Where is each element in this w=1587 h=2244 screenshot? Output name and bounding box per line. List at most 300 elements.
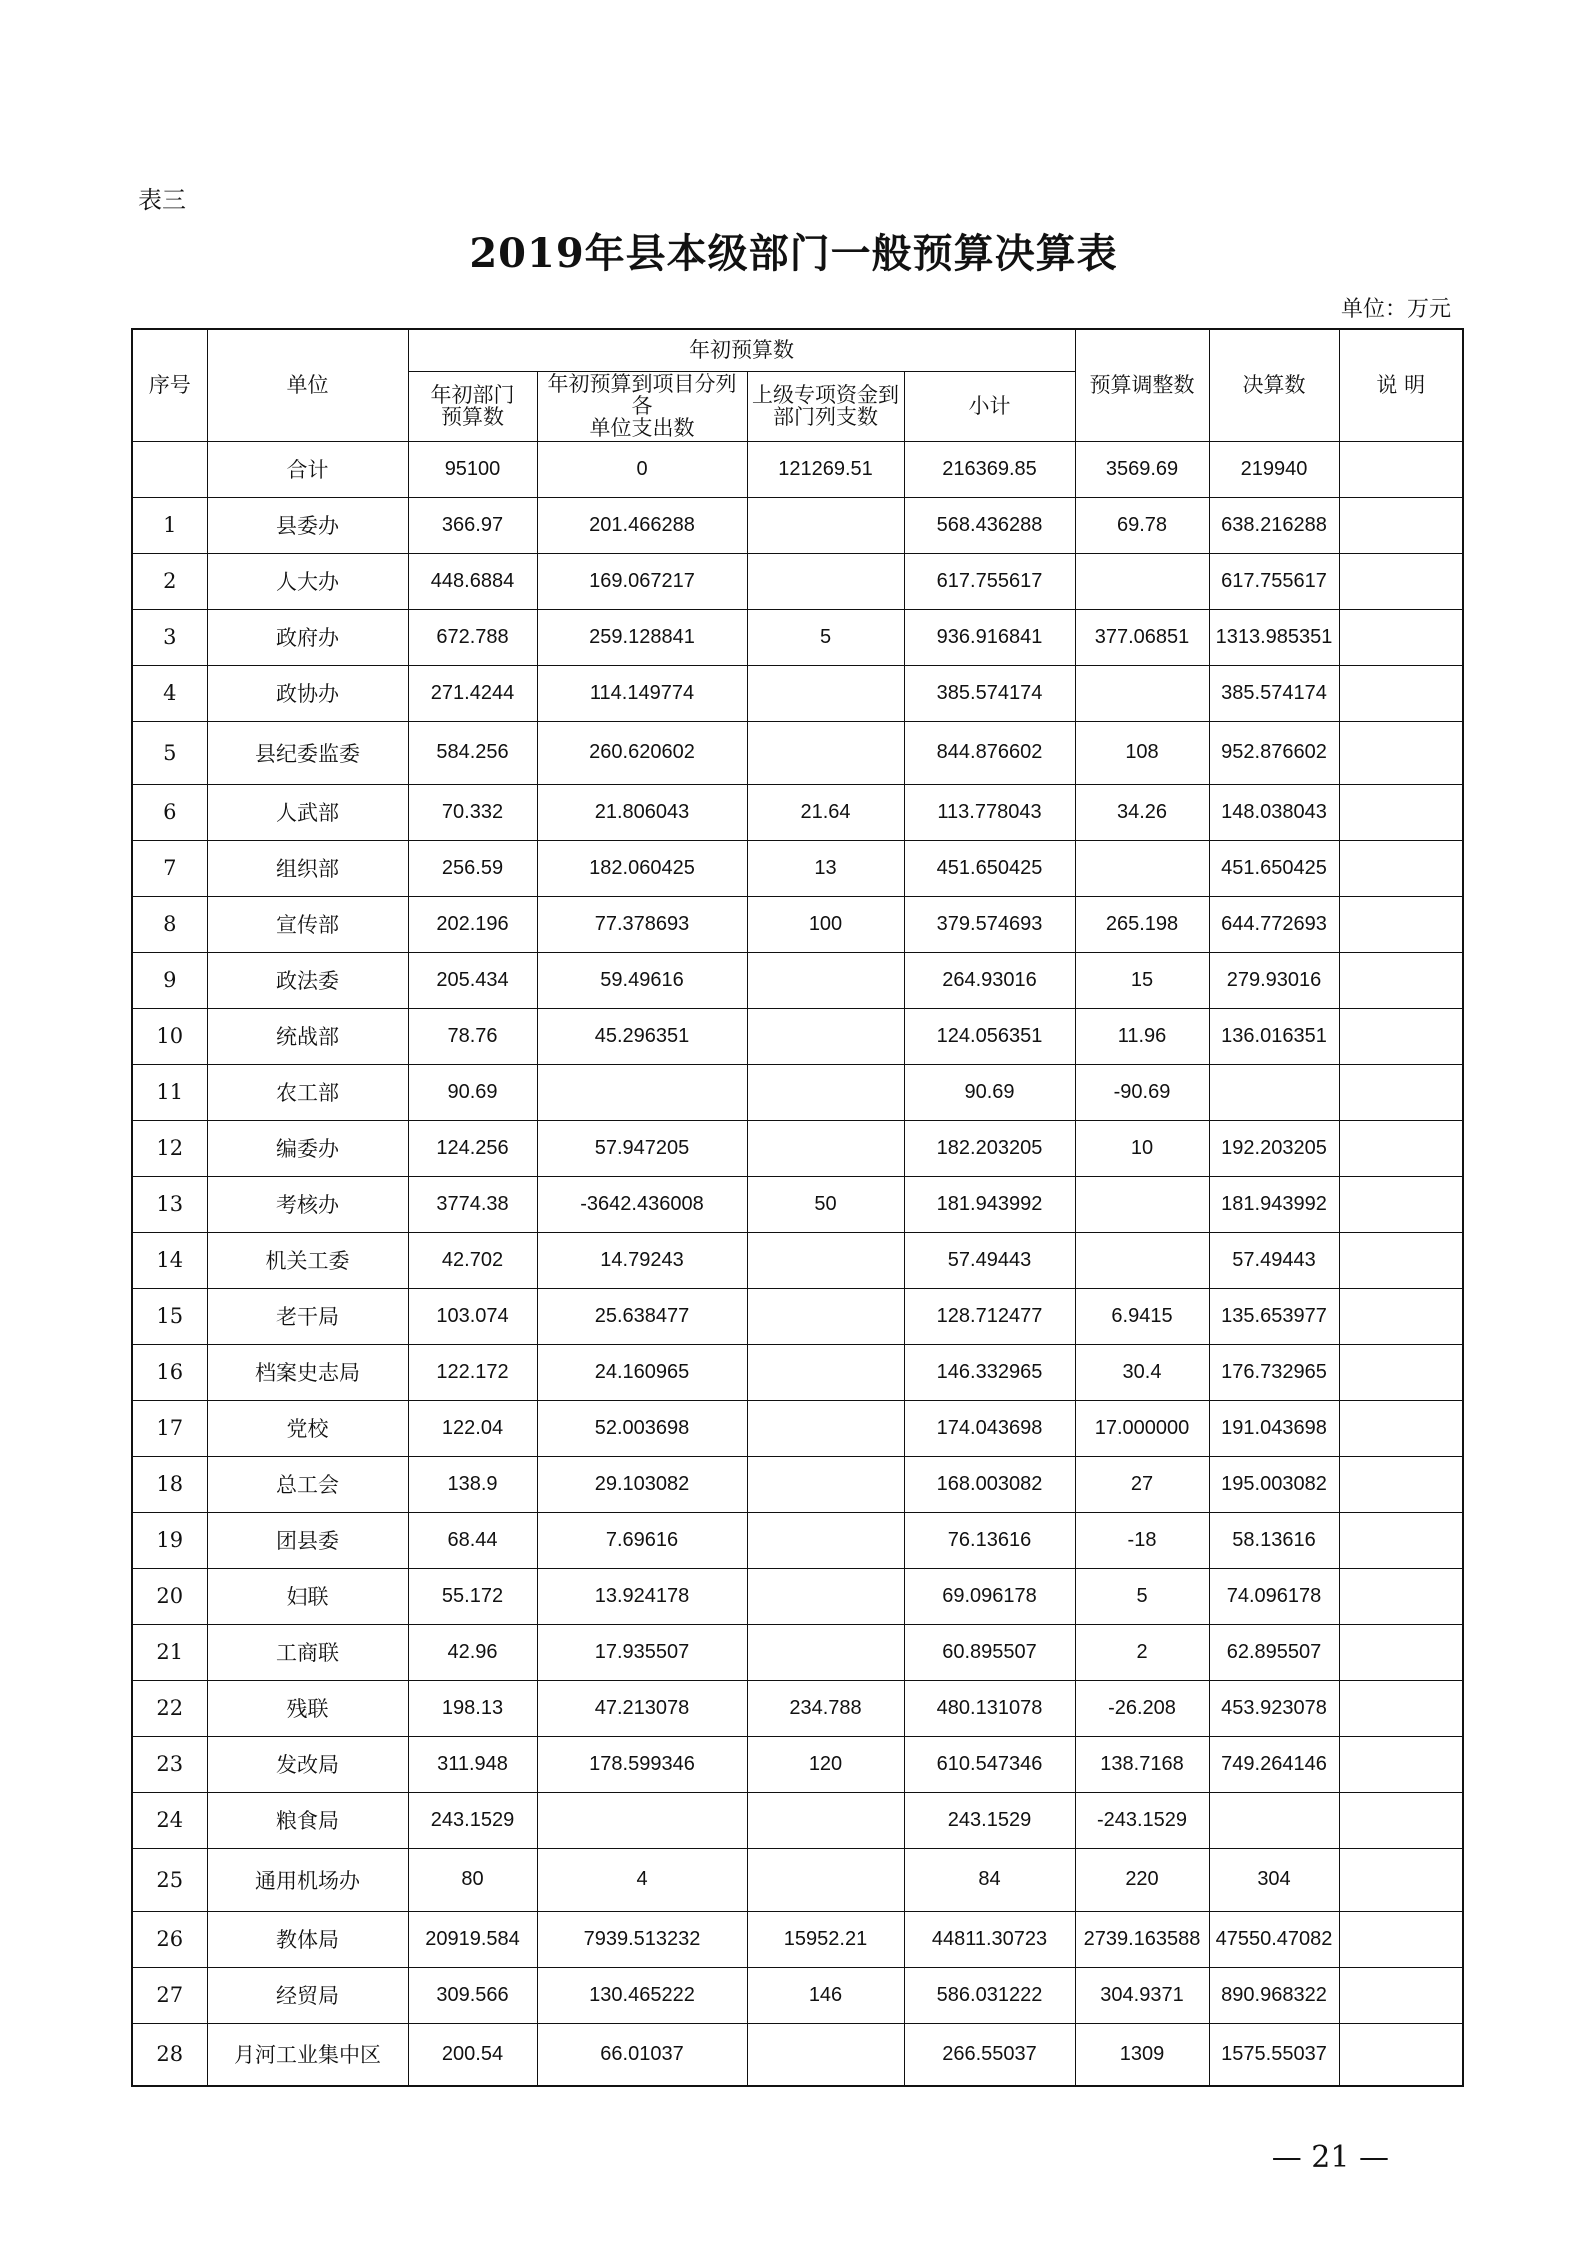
cell-final: 279.93016 bbox=[1209, 952, 1339, 1008]
cell-seq: 19 bbox=[132, 1512, 207, 1568]
cell-special-funds bbox=[747, 1792, 904, 1848]
cell-unit: 人武部 bbox=[207, 784, 408, 840]
cell-seq: 10 bbox=[132, 1008, 207, 1064]
cell-subtotal: 568.436288 bbox=[904, 497, 1075, 553]
table-row bbox=[132, 952, 1463, 1008]
page-number: — 21 — bbox=[1271, 2140, 1389, 2175]
table-row bbox=[132, 553, 1463, 609]
cell-project-budget: 52.003698 bbox=[537, 1400, 747, 1456]
cell-initial-budget: 138.9 bbox=[408, 1456, 537, 1512]
cell-unit: 教体局 bbox=[207, 1911, 408, 1967]
cell-seq: 1 bbox=[132, 497, 207, 553]
cell-seq: 5 bbox=[132, 721, 207, 784]
cell-adjustment: 10 bbox=[1075, 1120, 1209, 1176]
cell-adjustment: -26.208 bbox=[1075, 1680, 1209, 1736]
cell-project-budget bbox=[537, 1064, 747, 1120]
cell-adjustment bbox=[1075, 553, 1209, 609]
cell-remark bbox=[1339, 1848, 1463, 1911]
cell-adjustment: 138.7168 bbox=[1075, 1736, 1209, 1792]
total-seq bbox=[132, 441, 207, 497]
cell-adjustment: 220 bbox=[1075, 1848, 1209, 1911]
cell-remark bbox=[1339, 609, 1463, 665]
cell-initial-budget: 256.59 bbox=[408, 840, 537, 896]
cell-remark bbox=[1339, 1120, 1463, 1176]
cell-unit: 通用机场办 bbox=[207, 1848, 408, 1911]
total-adjust: 3569.69 bbox=[1075, 441, 1209, 497]
cell-unit: 档案史志局 bbox=[207, 1344, 408, 1400]
cell-final: 304 bbox=[1209, 1848, 1339, 1911]
cell-remark bbox=[1339, 1967, 1463, 2023]
cell-unit: 人大办 bbox=[207, 553, 408, 609]
cell-remark bbox=[1339, 784, 1463, 840]
cell-unit: 月河工业集中区 bbox=[207, 2023, 408, 2086]
cell-remark bbox=[1339, 1792, 1463, 1848]
cell-initial-budget: 42.96 bbox=[408, 1624, 537, 1680]
cell-project-budget: 169.067217 bbox=[537, 553, 747, 609]
cell-adjustment: 5 bbox=[1075, 1568, 1209, 1624]
cell-special-funds bbox=[747, 1232, 904, 1288]
cell-project-budget: 260.620602 bbox=[537, 721, 747, 784]
cell-initial-budget: 672.788 bbox=[408, 609, 537, 665]
cell-special-funds bbox=[747, 721, 904, 784]
cell-seq: 16 bbox=[132, 1344, 207, 1400]
cell-unit: 编委办 bbox=[207, 1120, 408, 1176]
cell-special-funds: 50 bbox=[747, 1176, 904, 1232]
cell-initial-budget: 243.1529 bbox=[408, 1792, 537, 1848]
cell-special-funds bbox=[747, 1848, 904, 1911]
cell-seq: 25 bbox=[132, 1848, 207, 1911]
cell-initial-budget: 103.074 bbox=[408, 1288, 537, 1344]
cell-special-funds bbox=[747, 2023, 904, 2086]
cell-initial-budget: 122.172 bbox=[408, 1344, 537, 1400]
cell-seq: 2 bbox=[132, 553, 207, 609]
cell-seq: 9 bbox=[132, 952, 207, 1008]
header-subtotal: 小计 bbox=[904, 371, 1075, 441]
cell-project-budget: 59.49616 bbox=[537, 952, 747, 1008]
cell-remark bbox=[1339, 497, 1463, 553]
cell-adjustment: 17.000000 bbox=[1075, 1400, 1209, 1456]
total-special: 121269.51 bbox=[747, 441, 904, 497]
cell-special-funds bbox=[747, 1288, 904, 1344]
cell-special-funds bbox=[747, 1512, 904, 1568]
cell-special-funds bbox=[747, 1120, 904, 1176]
cell-final: 644.772693 bbox=[1209, 896, 1339, 952]
total-label: 合计 bbox=[207, 441, 408, 497]
cell-final: 952.876602 bbox=[1209, 721, 1339, 784]
cell-project-budget: 4 bbox=[537, 1848, 747, 1911]
cell-unit: 机关工委 bbox=[207, 1232, 408, 1288]
cell-final: 62.895507 bbox=[1209, 1624, 1339, 1680]
cell-unit: 政府办 bbox=[207, 609, 408, 665]
cell-project-budget: 7939.513232 bbox=[537, 1911, 747, 1967]
cell-project-budget: 24.160965 bbox=[537, 1344, 747, 1400]
cell-subtotal: 264.93016 bbox=[904, 952, 1075, 1008]
cell-subtotal: 168.003082 bbox=[904, 1456, 1075, 1512]
cell-project-budget: 45.296351 bbox=[537, 1008, 747, 1064]
cell-subtotal: 266.55037 bbox=[904, 2023, 1075, 2086]
cell-subtotal: 617.755617 bbox=[904, 553, 1075, 609]
cell-project-budget: 77.378693 bbox=[537, 896, 747, 952]
cell-seq: 3 bbox=[132, 609, 207, 665]
cell-project-budget: 47.213078 bbox=[537, 1680, 747, 1736]
table-row bbox=[132, 1008, 1463, 1064]
cell-unit: 粮食局 bbox=[207, 1792, 408, 1848]
cell-special-funds bbox=[747, 1008, 904, 1064]
cell-final: 176.732965 bbox=[1209, 1344, 1339, 1400]
table-row bbox=[132, 1120, 1463, 1176]
cell-initial-budget: 200.54 bbox=[408, 2023, 537, 2086]
table-row bbox=[132, 1848, 1463, 1911]
budget-table bbox=[131, 328, 1464, 2087]
cell-remark bbox=[1339, 721, 1463, 784]
cell-seq: 28 bbox=[132, 2023, 207, 2086]
cell-remark bbox=[1339, 1736, 1463, 1792]
table-row bbox=[132, 1736, 1463, 1792]
cell-adjustment: 265.198 bbox=[1075, 896, 1209, 952]
cell-final: 453.923078 bbox=[1209, 1680, 1339, 1736]
cell-remark bbox=[1339, 553, 1463, 609]
cell-project-budget: 14.79243 bbox=[537, 1232, 747, 1288]
cell-adjustment: 108 bbox=[1075, 721, 1209, 784]
cell-project-budget: 57.947205 bbox=[537, 1120, 747, 1176]
cell-project-budget: 178.599346 bbox=[537, 1736, 747, 1792]
cell-special-funds bbox=[747, 1624, 904, 1680]
cell-project-budget: 21.806043 bbox=[537, 784, 747, 840]
cell-remark bbox=[1339, 1344, 1463, 1400]
cell-remark bbox=[1339, 1512, 1463, 1568]
table-row bbox=[132, 1512, 1463, 1568]
cell-subtotal: 379.574693 bbox=[904, 896, 1075, 952]
cell-remark bbox=[1339, 840, 1463, 896]
cell-final: 749.264146 bbox=[1209, 1736, 1339, 1792]
cell-initial-budget: 198.13 bbox=[408, 1680, 537, 1736]
cell-final: 47550.47082 bbox=[1209, 1911, 1339, 1967]
total-remark bbox=[1339, 441, 1463, 497]
table-label: 表三 bbox=[138, 186, 186, 214]
cell-unit: 发改局 bbox=[207, 1736, 408, 1792]
cell-subtotal: 113.778043 bbox=[904, 784, 1075, 840]
cell-special-funds bbox=[747, 1064, 904, 1120]
header-adjustment: 预算调整数 bbox=[1075, 329, 1209, 441]
total-final: 219940 bbox=[1209, 441, 1339, 497]
cell-remark bbox=[1339, 952, 1463, 1008]
cell-initial-budget: 80 bbox=[408, 1848, 537, 1911]
header-initial-dept-budget-line1: 年初部门 bbox=[430, 383, 515, 407]
cell-project-budget: 29.103082 bbox=[537, 1456, 747, 1512]
cell-seq: 13 bbox=[132, 1176, 207, 1232]
cell-unit: 妇联 bbox=[207, 1568, 408, 1624]
cell-unit: 县委办 bbox=[207, 497, 408, 553]
unit-label: 单位：万元 bbox=[1340, 297, 1451, 322]
cell-special-funds bbox=[747, 497, 904, 553]
cell-initial-budget: 90.69 bbox=[408, 1064, 537, 1120]
cell-adjustment: 304.9371 bbox=[1075, 1967, 1209, 2023]
cell-unit: 组织部 bbox=[207, 840, 408, 896]
cell-adjustment: 2739.163588 bbox=[1075, 1911, 1209, 1967]
cell-seq: 4 bbox=[132, 665, 207, 721]
cell-project-budget: 201.466288 bbox=[537, 497, 747, 553]
cell-initial-budget: 78.76 bbox=[408, 1008, 537, 1064]
cell-seq: 15 bbox=[132, 1288, 207, 1344]
cell-final: 1313.985351 bbox=[1209, 609, 1339, 665]
cell-special-funds bbox=[747, 1344, 904, 1400]
cell-seq: 11 bbox=[132, 1064, 207, 1120]
header-initial-budget-group: 年初预算数 bbox=[408, 329, 1075, 371]
cell-seq: 7 bbox=[132, 840, 207, 896]
cell-adjustment bbox=[1075, 1232, 1209, 1288]
cell-remark bbox=[1339, 1232, 1463, 1288]
total-row bbox=[132, 441, 1463, 497]
cell-initial-budget: 42.702 bbox=[408, 1232, 537, 1288]
cell-final: 890.968322 bbox=[1209, 1967, 1339, 2023]
table-row bbox=[132, 665, 1463, 721]
cell-subtotal: 586.031222 bbox=[904, 1967, 1075, 2023]
cell-adjustment: -90.69 bbox=[1075, 1064, 1209, 1120]
cell-adjustment: 30.4 bbox=[1075, 1344, 1209, 1400]
table-row bbox=[132, 896, 1463, 952]
cell-special-funds: 13 bbox=[747, 840, 904, 896]
table-row bbox=[132, 609, 1463, 665]
table-row bbox=[132, 1288, 1463, 1344]
cell-subtotal: 146.332965 bbox=[904, 1344, 1075, 1400]
table-row bbox=[132, 2023, 1463, 2086]
cell-final: 135.653977 bbox=[1209, 1288, 1339, 1344]
cell-adjustment: 2 bbox=[1075, 1624, 1209, 1680]
cell-project-budget: 66.01037 bbox=[537, 2023, 747, 2086]
total-subtotal: 216369.85 bbox=[904, 441, 1075, 497]
cell-special-funds bbox=[747, 952, 904, 1008]
cell-initial-budget: 309.566 bbox=[408, 1967, 537, 2023]
cell-initial-budget: 584.256 bbox=[408, 721, 537, 784]
cell-final: 181.943992 bbox=[1209, 1176, 1339, 1232]
cell-final: 136.016351 bbox=[1209, 1008, 1339, 1064]
cell-special-funds: 234.788 bbox=[747, 1680, 904, 1736]
cell-subtotal: 174.043698 bbox=[904, 1400, 1075, 1456]
cell-final bbox=[1209, 1792, 1339, 1848]
cell-adjustment bbox=[1075, 840, 1209, 896]
cell-final bbox=[1209, 1064, 1339, 1120]
cell-subtotal: 936.916841 bbox=[904, 609, 1075, 665]
cell-seq: 23 bbox=[132, 1736, 207, 1792]
total-initial: 95100 bbox=[408, 441, 537, 497]
cell-final: 451.650425 bbox=[1209, 840, 1339, 896]
cell-project-budget: 182.060425 bbox=[537, 840, 747, 896]
header-special-funds bbox=[747, 371, 904, 441]
header-unit: 单位 bbox=[207, 329, 408, 441]
cell-final: 617.755617 bbox=[1209, 553, 1339, 609]
cell-subtotal: 480.131078 bbox=[904, 1680, 1075, 1736]
cell-unit: 残联 bbox=[207, 1680, 408, 1736]
cell-subtotal: 128.712477 bbox=[904, 1288, 1075, 1344]
cell-special-funds bbox=[747, 1568, 904, 1624]
cell-initial-budget: 68.44 bbox=[408, 1512, 537, 1568]
cell-adjustment bbox=[1075, 665, 1209, 721]
cell-final: 57.49443 bbox=[1209, 1232, 1339, 1288]
cell-seq: 27 bbox=[132, 1967, 207, 2023]
table-row bbox=[132, 1911, 1463, 1967]
cell-special-funds bbox=[747, 665, 904, 721]
cell-special-funds: 146 bbox=[747, 1967, 904, 2023]
cell-adjustment: 69.78 bbox=[1075, 497, 1209, 553]
table-body bbox=[132, 441, 1463, 2086]
cell-subtotal: 243.1529 bbox=[904, 1792, 1075, 1848]
table-row bbox=[132, 497, 1463, 553]
table-row bbox=[132, 1232, 1463, 1288]
cell-special-funds: 5 bbox=[747, 609, 904, 665]
header-seq: 序号 bbox=[132, 329, 207, 441]
page-title: 2019年县本级部门一般预算决算表 bbox=[469, 230, 1118, 277]
cell-unit: 政协办 bbox=[207, 665, 408, 721]
cell-initial-budget: 70.332 bbox=[408, 784, 537, 840]
cell-subtotal: 84 bbox=[904, 1848, 1075, 1911]
cell-seq: 8 bbox=[132, 896, 207, 952]
cell-subtotal: 76.13616 bbox=[904, 1512, 1075, 1568]
cell-initial-budget: 448.6884 bbox=[408, 553, 537, 609]
cell-final: 195.003082 bbox=[1209, 1456, 1339, 1512]
cell-final: 58.13616 bbox=[1209, 1512, 1339, 1568]
cell-adjustment: 377.06851 bbox=[1075, 609, 1209, 665]
table-row bbox=[132, 721, 1463, 784]
cell-special-funds bbox=[747, 1400, 904, 1456]
cell-seq: 21 bbox=[132, 1624, 207, 1680]
cell-final: 191.043698 bbox=[1209, 1400, 1339, 1456]
cell-unit: 统战部 bbox=[207, 1008, 408, 1064]
cell-project-budget: 25.638477 bbox=[537, 1288, 747, 1344]
cell-adjustment: 6.9415 bbox=[1075, 1288, 1209, 1344]
cell-initial-budget: 3774.38 bbox=[408, 1176, 537, 1232]
cell-final: 638.216288 bbox=[1209, 497, 1339, 553]
cell-special-funds bbox=[747, 1456, 904, 1512]
cell-initial-budget: 311.948 bbox=[408, 1736, 537, 1792]
header-initial-dept-budget-line2: 预算数 bbox=[441, 405, 504, 429]
cell-remark bbox=[1339, 1008, 1463, 1064]
header-initial-project-line2: 单位支出数 bbox=[589, 416, 695, 440]
cell-seq: 26 bbox=[132, 1911, 207, 1967]
cell-remark bbox=[1339, 1400, 1463, 1456]
cell-unit: 农工部 bbox=[207, 1064, 408, 1120]
header-initial-project bbox=[537, 371, 747, 441]
cell-unit: 政法委 bbox=[207, 952, 408, 1008]
cell-initial-budget: 124.256 bbox=[408, 1120, 537, 1176]
cell-remark bbox=[1339, 1064, 1463, 1120]
cell-initial-budget: 55.172 bbox=[408, 1568, 537, 1624]
cell-seq: 24 bbox=[132, 1792, 207, 1848]
cell-unit: 宣传部 bbox=[207, 896, 408, 952]
cell-special-funds: 120 bbox=[747, 1736, 904, 1792]
cell-project-budget bbox=[537, 1792, 747, 1848]
cell-unit: 团县委 bbox=[207, 1512, 408, 1568]
table-row bbox=[132, 1568, 1463, 1624]
header-special-funds-line2: 部门列支数 bbox=[773, 405, 878, 429]
cell-remark bbox=[1339, 1680, 1463, 1736]
cell-remark bbox=[1339, 665, 1463, 721]
cell-final: 192.203205 bbox=[1209, 1120, 1339, 1176]
table-row bbox=[132, 1176, 1463, 1232]
cell-remark bbox=[1339, 1456, 1463, 1512]
cell-subtotal: 610.547346 bbox=[904, 1736, 1075, 1792]
cell-unit: 考核办 bbox=[207, 1176, 408, 1232]
table-row bbox=[132, 1680, 1463, 1736]
cell-unit: 经贸局 bbox=[207, 1967, 408, 2023]
header-initial-dept-budget bbox=[408, 371, 537, 441]
cell-project-budget: 114.149774 bbox=[537, 665, 747, 721]
cell-project-budget: 130.465222 bbox=[537, 1967, 747, 2023]
cell-initial-budget: 122.04 bbox=[408, 1400, 537, 1456]
cell-seq: 12 bbox=[132, 1120, 207, 1176]
cell-project-budget: 7.69616 bbox=[537, 1512, 747, 1568]
cell-subtotal: 44811.30723 bbox=[904, 1911, 1075, 1967]
cell-adjustment: 1309 bbox=[1075, 2023, 1209, 2086]
header-special-funds-line1: 上级专项资金到 bbox=[752, 383, 899, 407]
cell-adjustment bbox=[1075, 1176, 1209, 1232]
cell-seq: 6 bbox=[132, 784, 207, 840]
cell-project-budget: -3642.436008 bbox=[537, 1176, 747, 1232]
cell-adjustment: 11.96 bbox=[1075, 1008, 1209, 1064]
cell-final: 148.038043 bbox=[1209, 784, 1339, 840]
cell-subtotal: 69.096178 bbox=[904, 1568, 1075, 1624]
header-remark: 说 明 bbox=[1339, 329, 1463, 441]
cell-final: 74.096178 bbox=[1209, 1568, 1339, 1624]
cell-subtotal: 182.203205 bbox=[904, 1120, 1075, 1176]
cell-seq: 22 bbox=[132, 1680, 207, 1736]
table-row bbox=[132, 1456, 1463, 1512]
cell-subtotal: 451.650425 bbox=[904, 840, 1075, 896]
cell-seq: 14 bbox=[132, 1232, 207, 1288]
cell-initial-budget: 366.97 bbox=[408, 497, 537, 553]
cell-special-funds: 21.64 bbox=[747, 784, 904, 840]
cell-unit: 县纪委监委 bbox=[207, 721, 408, 784]
cell-remark bbox=[1339, 1176, 1463, 1232]
table-row bbox=[132, 1967, 1463, 2023]
cell-special-funds: 15952.21 bbox=[747, 1911, 904, 1967]
header-initial-project-line1: 年初预算到项目分列各 bbox=[547, 372, 737, 418]
header-row-1 bbox=[132, 329, 1463, 371]
cell-project-budget: 259.128841 bbox=[537, 609, 747, 665]
cell-project-budget: 13.924178 bbox=[537, 1568, 747, 1624]
cell-remark bbox=[1339, 1911, 1463, 1967]
table-row bbox=[132, 1064, 1463, 1120]
cell-initial-budget: 20919.584 bbox=[408, 1911, 537, 1967]
cell-adjustment: -243.1529 bbox=[1075, 1792, 1209, 1848]
table-row bbox=[132, 1624, 1463, 1680]
cell-seq: 18 bbox=[132, 1456, 207, 1512]
table-row bbox=[132, 1400, 1463, 1456]
cell-subtotal: 181.943992 bbox=[904, 1176, 1075, 1232]
cell-adjustment: 34.26 bbox=[1075, 784, 1209, 840]
cell-special-funds: 100 bbox=[747, 896, 904, 952]
cell-unit: 老干局 bbox=[207, 1288, 408, 1344]
cell-remark bbox=[1339, 1288, 1463, 1344]
cell-remark bbox=[1339, 1624, 1463, 1680]
cell-seq: 20 bbox=[132, 1568, 207, 1624]
cell-special-funds bbox=[747, 553, 904, 609]
cell-unit: 党校 bbox=[207, 1400, 408, 1456]
cell-adjustment: 15 bbox=[1075, 952, 1209, 1008]
cell-remark bbox=[1339, 1568, 1463, 1624]
cell-adjustment: -18 bbox=[1075, 1512, 1209, 1568]
cell-unit: 总工会 bbox=[207, 1456, 408, 1512]
cell-subtotal: 124.056351 bbox=[904, 1008, 1075, 1064]
table-row bbox=[132, 784, 1463, 840]
cell-subtotal: 385.574174 bbox=[904, 665, 1075, 721]
header-final: 决算数 bbox=[1209, 329, 1339, 441]
cell-subtotal: 844.876602 bbox=[904, 721, 1075, 784]
cell-subtotal: 60.895507 bbox=[904, 1624, 1075, 1680]
cell-project-budget: 17.935507 bbox=[537, 1624, 747, 1680]
table-row bbox=[132, 1792, 1463, 1848]
cell-remark bbox=[1339, 896, 1463, 952]
cell-seq: 17 bbox=[132, 1400, 207, 1456]
